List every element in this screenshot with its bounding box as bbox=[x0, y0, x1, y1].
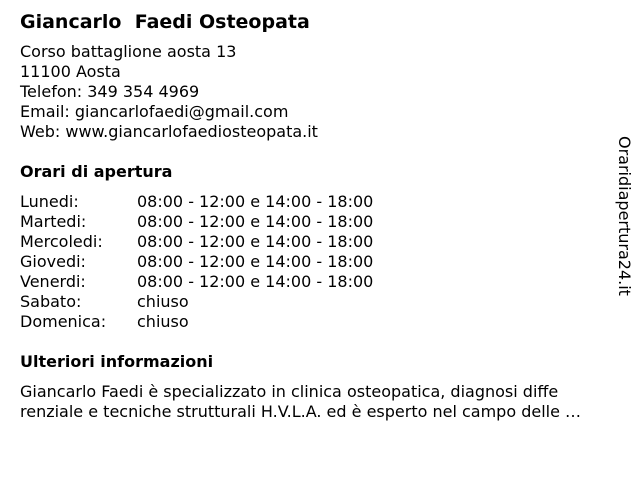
more-info-title: Ulteriori informazioni bbox=[20, 352, 214, 371]
hours-row bbox=[20, 312, 612, 332]
hours-day: Domenica: bbox=[20, 312, 107, 331]
hours-time: chiuso bbox=[137, 312, 189, 331]
hours-time: 08:00 - 12:00 e 14:00 - 18:00 bbox=[137, 192, 374, 211]
business-card bbox=[20, 10, 612, 422]
description-line-1: Giancarlo Faedi è specializzato in clinica osteopatica, diagnosi diffe bbox=[20, 382, 559, 401]
hours-row bbox=[20, 212, 612, 232]
description-text bbox=[20, 382, 632, 422]
hours-row bbox=[20, 272, 612, 292]
site-watermark-text: Oraridiapertura24.it bbox=[615, 136, 634, 296]
description-line-2: renziale e tecniche strutturali H.V.L.A. ed è esperto nel campo delle … bbox=[20, 402, 582, 421]
email-address: Email: giancarlofaedi@gmail.com bbox=[20, 102, 289, 121]
opening-hours-title: Orari di apertura bbox=[20, 162, 173, 181]
opening-hours-table bbox=[20, 192, 612, 332]
contact-block bbox=[20, 42, 612, 142]
address-street: Corso battaglione aosta 13 bbox=[20, 42, 237, 61]
hours-time: 08:00 - 12:00 e 14:00 - 18:00 bbox=[137, 252, 374, 271]
hours-day: Venerdi: bbox=[20, 272, 86, 291]
hours-row bbox=[20, 192, 612, 212]
hours-row bbox=[20, 292, 612, 312]
hours-time: 08:00 - 12:00 e 14:00 - 18:00 bbox=[137, 232, 374, 251]
hours-time: 08:00 - 12:00 e 14:00 - 18:00 bbox=[137, 272, 374, 291]
hours-day: Sabato: bbox=[20, 292, 82, 311]
hours-row bbox=[20, 252, 612, 272]
website-address: Web: www.giancarlofaediosteopata.it bbox=[20, 122, 318, 141]
hours-day: Mercoledi: bbox=[20, 232, 103, 251]
business-name: Giancarlo Faedi Osteopata bbox=[20, 11, 310, 33]
hours-time: chiuso bbox=[137, 292, 189, 311]
hours-row bbox=[20, 232, 612, 252]
hours-time: 08:00 - 12:00 e 14:00 - 18:00 bbox=[137, 212, 374, 231]
address-city: 11100 Aosta bbox=[20, 62, 121, 81]
hours-day: Lunedi: bbox=[20, 192, 79, 211]
site-watermark bbox=[612, 136, 634, 308]
hours-day: Martedi: bbox=[20, 212, 87, 231]
hours-day: Giovedi: bbox=[20, 252, 86, 271]
phone-number: Telefon: 349 354 4969 bbox=[20, 82, 200, 101]
